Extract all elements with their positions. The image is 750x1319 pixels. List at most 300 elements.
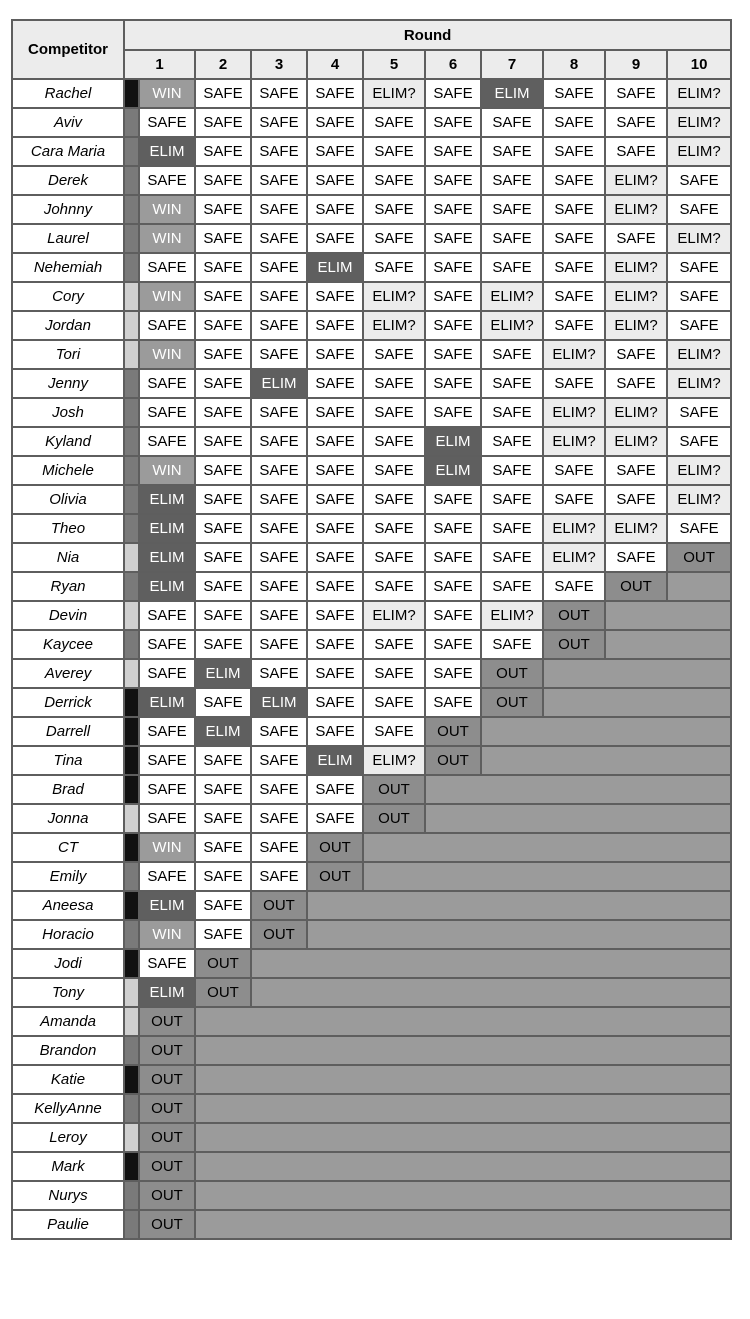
status-cell-safe: SAFE: [425, 369, 481, 398]
status-cell-safe: SAFE: [543, 108, 605, 137]
table-row: [12, 804, 731, 833]
competitor-name: Tina: [12, 746, 124, 775]
status-cell-safe: SAFE: [195, 369, 251, 398]
status-cell-safe: SAFE: [139, 717, 195, 746]
status-cell-elim: ELIM: [425, 456, 481, 485]
status-cell-elim: ELIM: [139, 543, 195, 572]
status-cell-safe: SAFE: [251, 833, 307, 862]
competitor-name: Derek: [12, 166, 124, 195]
status-cell-win: WIN: [139, 79, 195, 108]
status-cell-out: OUT: [251, 891, 307, 920]
status-cell-safe: SAFE: [195, 108, 251, 137]
status-cell-elim: ELIM: [425, 427, 481, 456]
table-row: [12, 195, 731, 224]
status-cell-safe: SAFE: [307, 717, 363, 746]
status-cell-safe: SAFE: [605, 108, 667, 137]
status-cell-safe: SAFE: [363, 195, 425, 224]
table-row: [12, 224, 731, 253]
eliminated-filler: [251, 949, 731, 978]
competitor-name: Leroy: [12, 1123, 124, 1152]
status-cell-elim: ELIM: [251, 369, 307, 398]
status-cell-elim: ELIM: [195, 717, 251, 746]
status-cell-safe: SAFE: [195, 833, 251, 862]
table-row: [12, 1210, 731, 1239]
round-header: Round: [124, 20, 731, 50]
status-cell-out: OUT: [667, 543, 731, 572]
team-color-swatch: [124, 833, 139, 862]
status-cell-out: OUT: [481, 688, 543, 717]
status-cell-safe: SAFE: [307, 688, 363, 717]
round-number-5: 5: [363, 50, 425, 79]
status-cell-safe: SAFE: [139, 369, 195, 398]
status-cell-safe: SAFE: [195, 775, 251, 804]
table-row: [12, 1065, 731, 1094]
competitor-name: Nia: [12, 543, 124, 572]
status-cell-out: OUT: [363, 804, 425, 833]
round-number-10: 10: [667, 50, 731, 79]
status-cell-out: OUT: [139, 1181, 195, 1210]
status-cell-safe: SAFE: [425, 340, 481, 369]
status-cell-safe: SAFE: [425, 253, 481, 282]
status-cell-safe: SAFE: [251, 166, 307, 195]
table-row: [12, 572, 731, 601]
team-color-swatch: [124, 1181, 139, 1210]
table-row: [12, 253, 731, 282]
status-cell-safe: SAFE: [543, 572, 605, 601]
team-color-swatch: [124, 775, 139, 804]
status-cell-elim-possible: ELIM?: [363, 311, 425, 340]
round-number-8: 8: [543, 50, 605, 79]
status-cell-safe: SAFE: [481, 543, 543, 572]
status-cell-safe: SAFE: [543, 166, 605, 195]
status-cell-safe: SAFE: [425, 485, 481, 514]
status-cell-safe: SAFE: [195, 195, 251, 224]
status-cell-elim-possible: ELIM?: [605, 166, 667, 195]
table-row: [12, 775, 731, 804]
status-cell-elim-possible: ELIM?: [543, 398, 605, 427]
status-cell-out: OUT: [251, 920, 307, 949]
eliminated-filler: [481, 746, 731, 775]
table-row: [12, 833, 731, 862]
status-cell-elim-possible: ELIM?: [667, 456, 731, 485]
competitor-name: Kaycee: [12, 630, 124, 659]
competitor-name: Tony: [12, 978, 124, 1007]
status-cell-safe: SAFE: [425, 282, 481, 311]
team-color-swatch: [124, 311, 139, 340]
competitor-name: Nurys: [12, 1181, 124, 1210]
status-cell-elim-possible: ELIM?: [481, 601, 543, 630]
status-cell-safe: SAFE: [605, 224, 667, 253]
status-cell-safe: SAFE: [667, 311, 731, 340]
status-cell-safe: SAFE: [363, 253, 425, 282]
status-cell-safe: SAFE: [251, 195, 307, 224]
status-cell-safe: SAFE: [251, 746, 307, 775]
team-color-swatch: [124, 1007, 139, 1036]
eliminated-filler: [195, 1181, 731, 1210]
status-cell-safe: SAFE: [605, 340, 667, 369]
team-color-swatch: [124, 137, 139, 166]
status-cell-out: OUT: [139, 1094, 195, 1123]
status-cell-out: OUT: [139, 1152, 195, 1181]
status-cell-safe: SAFE: [251, 224, 307, 253]
status-cell-safe: SAFE: [307, 108, 363, 137]
team-color-swatch: [124, 224, 139, 253]
competitor-name: Kyland: [12, 427, 124, 456]
eliminated-filler: [425, 775, 731, 804]
status-cell-safe: SAFE: [481, 166, 543, 195]
status-cell-win: WIN: [139, 224, 195, 253]
status-cell-safe: SAFE: [139, 311, 195, 340]
status-cell-safe: SAFE: [195, 891, 251, 920]
status-cell-safe: SAFE: [363, 340, 425, 369]
status-cell-elim: ELIM: [139, 137, 195, 166]
status-cell-out: OUT: [139, 1007, 195, 1036]
team-color-swatch: [124, 79, 139, 108]
status-cell-safe: SAFE: [425, 195, 481, 224]
status-cell-safe: SAFE: [363, 514, 425, 543]
table-row: [12, 1152, 731, 1181]
status-cell-out: OUT: [481, 659, 543, 688]
status-cell-out: OUT: [139, 1065, 195, 1094]
status-cell-elim-possible: ELIM?: [667, 79, 731, 108]
competitor-name: Amanda: [12, 1007, 124, 1036]
status-cell-safe: SAFE: [425, 514, 481, 543]
status-cell-safe: SAFE: [251, 862, 307, 891]
competitor-name: Jodi: [12, 949, 124, 978]
competitor-name: Cory: [12, 282, 124, 311]
round-number-4: 4: [307, 50, 363, 79]
status-cell-safe: SAFE: [195, 398, 251, 427]
status-cell-safe: SAFE: [481, 253, 543, 282]
competitor-name: CT: [12, 833, 124, 862]
table-row: [12, 166, 731, 195]
status-cell-safe: SAFE: [307, 398, 363, 427]
status-cell-safe: SAFE: [307, 340, 363, 369]
eliminated-filler: [195, 1036, 731, 1065]
competitor-name: Johnny: [12, 195, 124, 224]
competitor-name: Katie: [12, 1065, 124, 1094]
status-cell-safe: SAFE: [667, 514, 731, 543]
status-cell-elim: ELIM: [139, 978, 195, 1007]
team-color-swatch: [124, 601, 139, 630]
round-number-9: 9: [605, 50, 667, 79]
team-color-swatch: [124, 572, 139, 601]
team-color-swatch: [124, 369, 139, 398]
team-color-swatch: [124, 340, 139, 369]
table-row: [12, 514, 731, 543]
competitor-name: Emily: [12, 862, 124, 891]
competitor-name: Darrell: [12, 717, 124, 746]
status-cell-safe: SAFE: [195, 340, 251, 369]
status-cell-safe: SAFE: [605, 543, 667, 572]
team-color-swatch: [124, 427, 139, 456]
status-cell-safe: SAFE: [543, 311, 605, 340]
competitor-header: Competitor: [12, 20, 124, 79]
status-cell-elim-possible: ELIM?: [481, 311, 543, 340]
status-cell-elim-possible: ELIM?: [605, 514, 667, 543]
competitor-name: Jenny: [12, 369, 124, 398]
status-cell-safe: SAFE: [307, 775, 363, 804]
status-cell-safe: SAFE: [195, 630, 251, 659]
team-color-swatch: [124, 1123, 139, 1152]
status-cell-safe: SAFE: [251, 311, 307, 340]
status-cell-elim-possible: ELIM?: [667, 108, 731, 137]
status-cell-safe: SAFE: [251, 282, 307, 311]
team-color-swatch: [124, 804, 139, 833]
table-row: [12, 891, 731, 920]
team-color-swatch: [124, 1036, 139, 1065]
status-cell-safe: SAFE: [363, 369, 425, 398]
status-cell-elim: ELIM: [307, 253, 363, 282]
status-cell-safe: SAFE: [363, 688, 425, 717]
competitor-name: Olivia: [12, 485, 124, 514]
round-number-6: 6: [425, 50, 481, 79]
team-color-swatch: [124, 862, 139, 891]
status-cell-elim-possible: ELIM?: [481, 282, 543, 311]
status-cell-out: OUT: [139, 1036, 195, 1065]
table-row: [12, 659, 731, 688]
status-cell-safe: SAFE: [543, 195, 605, 224]
status-cell-elim-possible: ELIM?: [605, 195, 667, 224]
status-cell-elim-possible: ELIM?: [543, 543, 605, 572]
status-cell-safe: SAFE: [307, 804, 363, 833]
status-cell-elim-possible: ELIM?: [363, 601, 425, 630]
status-cell-elim-possible: ELIM?: [543, 340, 605, 369]
status-cell-safe: SAFE: [307, 485, 363, 514]
status-cell-out: OUT: [543, 601, 605, 630]
table-row: [12, 543, 731, 572]
status-cell-elim-possible: ELIM?: [363, 79, 425, 108]
competitor-name: Tori: [12, 340, 124, 369]
table-row: [12, 1036, 731, 1065]
eliminated-filler: [195, 1007, 731, 1036]
team-color-swatch: [124, 543, 139, 572]
status-cell-safe: SAFE: [251, 630, 307, 659]
status-cell-safe: SAFE: [195, 688, 251, 717]
team-color-swatch: [124, 398, 139, 427]
status-cell-out: OUT: [543, 630, 605, 659]
progress-table: [11, 19, 732, 1240]
eliminated-filler: [605, 601, 731, 630]
competitor-name: Jonna: [12, 804, 124, 833]
competitor-name: Paulie: [12, 1210, 124, 1239]
status-cell-safe: SAFE: [139, 253, 195, 282]
status-cell-safe: SAFE: [195, 920, 251, 949]
team-color-swatch: [124, 282, 139, 311]
status-cell-safe: SAFE: [363, 137, 425, 166]
status-cell-safe: SAFE: [251, 543, 307, 572]
status-cell-safe: SAFE: [195, 601, 251, 630]
status-cell-out: OUT: [605, 572, 667, 601]
status-cell-safe: SAFE: [251, 108, 307, 137]
status-cell-safe: SAFE: [363, 717, 425, 746]
team-color-swatch: [124, 485, 139, 514]
table-row: [12, 717, 731, 746]
status-cell-safe: SAFE: [251, 485, 307, 514]
competitor-name: Laurel: [12, 224, 124, 253]
eliminated-filler: [425, 804, 731, 833]
status-cell-safe: SAFE: [667, 253, 731, 282]
team-color-swatch: [124, 1065, 139, 1094]
eliminated-filler: [251, 978, 731, 1007]
status-cell-out: OUT: [363, 775, 425, 804]
status-cell-safe: SAFE: [425, 543, 481, 572]
status-cell-safe: SAFE: [605, 369, 667, 398]
round-number-3: 3: [251, 50, 307, 79]
status-cell-safe: SAFE: [251, 775, 307, 804]
status-cell-out: OUT: [425, 717, 481, 746]
eliminated-filler: [307, 920, 731, 949]
table-row: [12, 1181, 731, 1210]
competitor-name: Ryan: [12, 572, 124, 601]
status-cell-out: OUT: [195, 949, 251, 978]
competitor-name: KellyAnne: [12, 1094, 124, 1123]
eliminated-filler: [543, 688, 731, 717]
competitor-name: Josh: [12, 398, 124, 427]
status-cell-safe: SAFE: [139, 166, 195, 195]
team-color-swatch: [124, 978, 139, 1007]
table-row: [12, 862, 731, 891]
table-row: [12, 79, 731, 108]
status-cell-safe: SAFE: [307, 456, 363, 485]
status-cell-safe: SAFE: [425, 79, 481, 108]
team-color-swatch: [124, 949, 139, 978]
status-cell-out: OUT: [307, 862, 363, 891]
table-row: [12, 1094, 731, 1123]
table-row: [12, 369, 731, 398]
competitor-name: Devin: [12, 601, 124, 630]
status-cell-safe: SAFE: [251, 427, 307, 456]
competitor-name: Brad: [12, 775, 124, 804]
team-color-swatch: [124, 630, 139, 659]
competitor-name: Mark: [12, 1152, 124, 1181]
table-row: [12, 920, 731, 949]
status-cell-safe: SAFE: [251, 456, 307, 485]
eliminated-filler: [543, 659, 731, 688]
status-cell-safe: SAFE: [667, 282, 731, 311]
status-cell-safe: SAFE: [425, 398, 481, 427]
status-cell-safe: SAFE: [251, 79, 307, 108]
status-cell-safe: SAFE: [139, 398, 195, 427]
eliminated-filler: [195, 1123, 731, 1152]
status-cell-safe: SAFE: [195, 311, 251, 340]
status-cell-safe: SAFE: [195, 456, 251, 485]
table-row: [12, 978, 731, 1007]
status-cell-elim: ELIM: [139, 688, 195, 717]
status-cell-safe: SAFE: [195, 543, 251, 572]
table-row: [12, 340, 731, 369]
status-cell-elim: ELIM: [195, 659, 251, 688]
status-cell-out: OUT: [139, 1210, 195, 1239]
status-cell-elim-possible: ELIM?: [543, 427, 605, 456]
competitor-name: Michele: [12, 456, 124, 485]
status-cell-safe: SAFE: [481, 630, 543, 659]
status-cell-safe: SAFE: [363, 572, 425, 601]
status-cell-safe: SAFE: [481, 398, 543, 427]
status-cell-safe: SAFE: [363, 166, 425, 195]
status-cell-safe: SAFE: [307, 137, 363, 166]
status-cell-safe: SAFE: [425, 166, 481, 195]
team-color-swatch: [124, 1152, 139, 1181]
table-row: [12, 456, 731, 485]
status-cell-safe: SAFE: [251, 137, 307, 166]
status-cell-safe: SAFE: [195, 427, 251, 456]
status-cell-safe: SAFE: [543, 224, 605, 253]
status-cell-safe: SAFE: [543, 137, 605, 166]
team-color-swatch: [124, 891, 139, 920]
status-cell-safe: SAFE: [195, 485, 251, 514]
status-cell-safe: SAFE: [667, 398, 731, 427]
status-cell-elim-possible: ELIM?: [363, 746, 425, 775]
status-cell-safe: SAFE: [425, 224, 481, 253]
status-cell-safe: SAFE: [195, 137, 251, 166]
status-cell-win: WIN: [139, 195, 195, 224]
team-color-swatch: [124, 688, 139, 717]
status-cell-elim-possible: ELIM?: [667, 224, 731, 253]
status-cell-safe: SAFE: [363, 659, 425, 688]
status-cell-win: WIN: [139, 920, 195, 949]
status-cell-elim-possible: ELIM?: [667, 485, 731, 514]
eliminated-filler: [307, 891, 731, 920]
status-cell-safe: SAFE: [481, 427, 543, 456]
eliminated-filler: [195, 1152, 731, 1181]
team-color-swatch: [124, 166, 139, 195]
status-cell-safe: SAFE: [307, 224, 363, 253]
status-cell-safe: SAFE: [481, 224, 543, 253]
status-cell-out: OUT: [195, 978, 251, 1007]
progress-table-container: [11, 19, 730, 1240]
competitor-name: Nehemiah: [12, 253, 124, 282]
status-cell-out: OUT: [307, 833, 363, 862]
team-color-swatch: [124, 195, 139, 224]
status-cell-safe: SAFE: [481, 340, 543, 369]
status-cell-safe: SAFE: [543, 456, 605, 485]
status-cell-elim-possible: ELIM?: [667, 137, 731, 166]
status-cell-safe: SAFE: [251, 572, 307, 601]
team-color-swatch: [124, 746, 139, 775]
status-cell-safe: SAFE: [605, 79, 667, 108]
status-cell-safe: SAFE: [195, 514, 251, 543]
status-cell-safe: SAFE: [481, 485, 543, 514]
team-color-swatch: [124, 514, 139, 543]
competitor-name: Theo: [12, 514, 124, 543]
status-cell-elim-possible: ELIM?: [605, 282, 667, 311]
competitor-rows: [12, 79, 731, 1239]
status-cell-safe: SAFE: [481, 369, 543, 398]
table-row: [12, 949, 731, 978]
table-row: [12, 137, 731, 166]
status-cell-safe: SAFE: [251, 659, 307, 688]
eliminated-filler: [195, 1210, 731, 1239]
status-cell-safe: SAFE: [139, 601, 195, 630]
status-cell-safe: SAFE: [139, 659, 195, 688]
round-number-7: 7: [481, 50, 543, 79]
team-color-swatch: [124, 717, 139, 746]
status-cell-safe: SAFE: [251, 514, 307, 543]
status-cell-safe: SAFE: [481, 572, 543, 601]
competitor-name: Jordan: [12, 311, 124, 340]
status-cell-safe: SAFE: [195, 862, 251, 891]
table-row: [12, 688, 731, 717]
team-color-swatch: [124, 920, 139, 949]
status-cell-safe: SAFE: [251, 253, 307, 282]
status-cell-safe: SAFE: [195, 224, 251, 253]
status-cell-safe: SAFE: [425, 659, 481, 688]
status-cell-win: WIN: [139, 340, 195, 369]
status-cell-safe: SAFE: [605, 456, 667, 485]
team-color-swatch: [124, 1210, 139, 1239]
status-cell-safe: SAFE: [307, 195, 363, 224]
